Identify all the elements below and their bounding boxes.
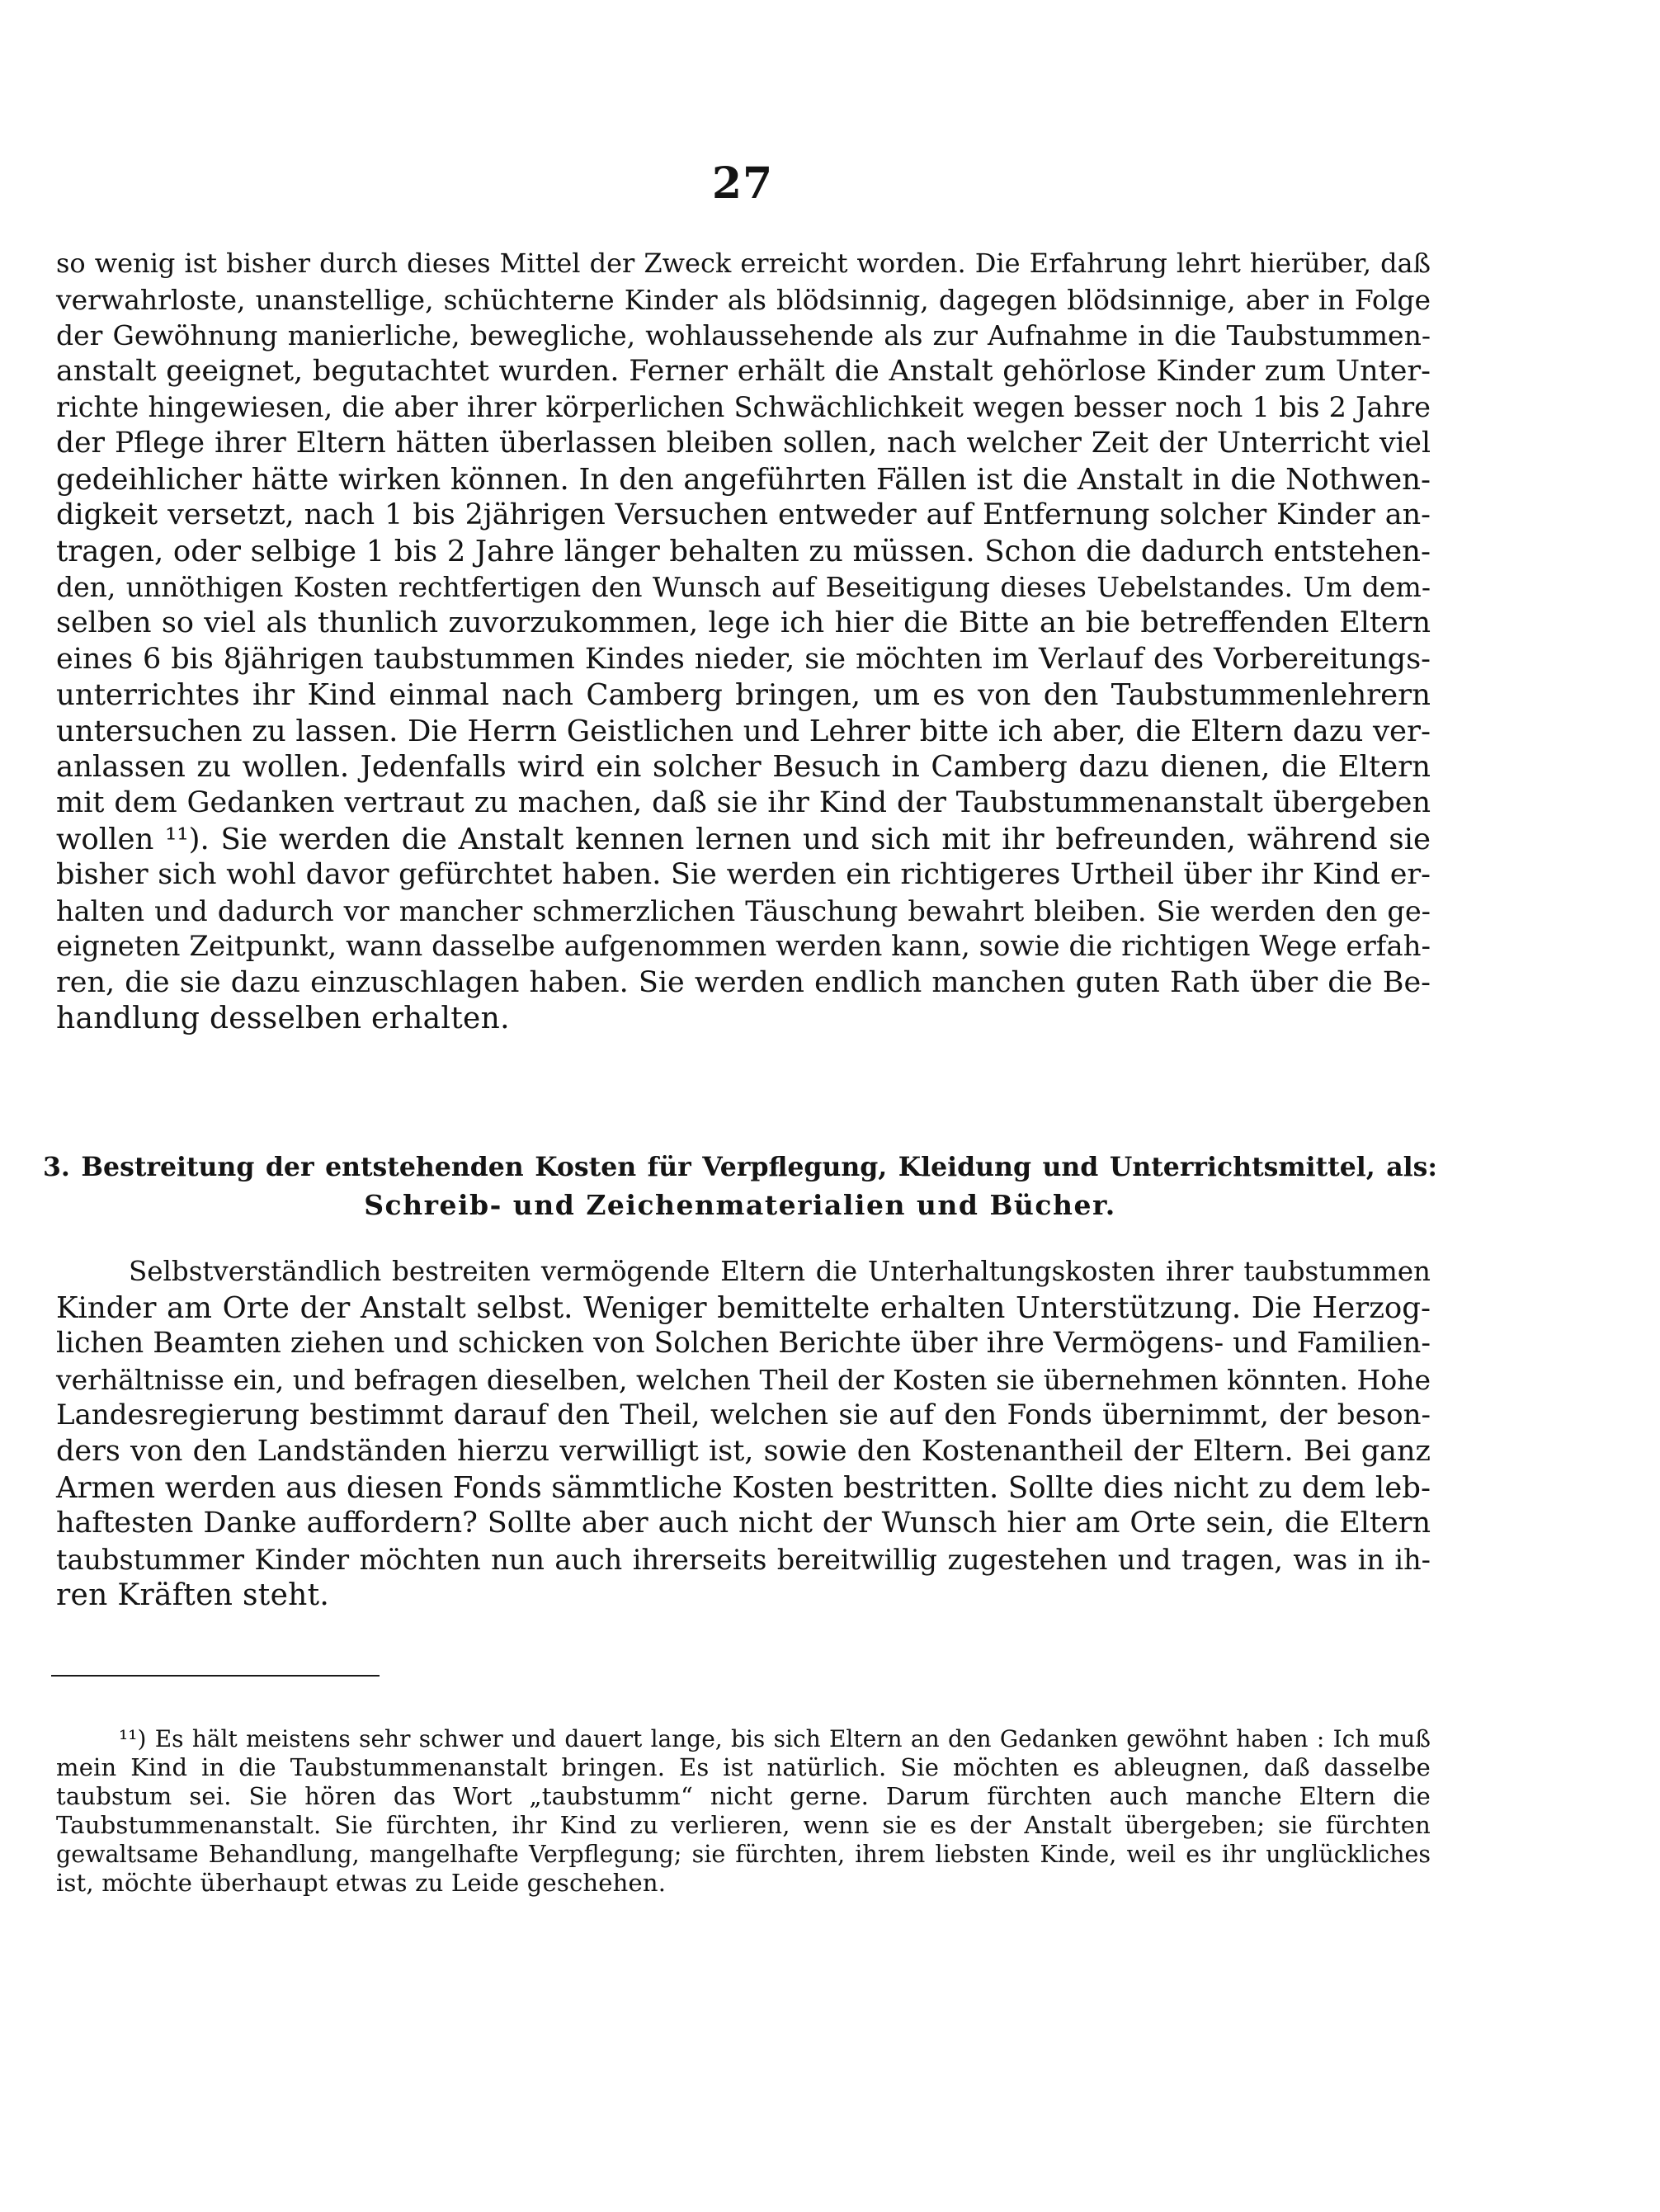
text-line: ren Kräften steht. xyxy=(56,1578,330,1613)
footnote-divider xyxy=(51,1675,380,1677)
footnote-line: taubstum sei. Sie hören das Wort „taubstumm“ nicht gerne. Darum fürchten auch manche Eltern die xyxy=(56,1782,1431,1810)
section-heading xyxy=(43,1148,1437,1224)
text-line: handlung desselben erhalten. xyxy=(56,1002,510,1036)
text-line: eigneten Zeitpunkt, wann dasselbe aufgenommen werden kann, sowie die richtigen Wege erfah- xyxy=(56,930,1431,964)
text-line: untersuchen zu lassen. Die Herrn Geistlichen und Lehrer bitte ich aber, die Eltern dazu ver- xyxy=(56,714,1431,748)
footnote-line: gewaltsame Behandlung, mangelhafte Verpflegung; sie fürchten, ihrem liebsten Kinde, weil es ihr unglückliches xyxy=(56,1841,1431,1868)
footnote-line: ¹¹) Es hält meistens sehr schwer und dauert lange, bis sich Eltern an den Gedanken gewöhnt haben : Ich muß xyxy=(119,1725,1431,1752)
text-line: tragen, oder selbige 1 bis 2 Jahre länger behalten zu müssen. Schon die dadurch entstehen- xyxy=(56,534,1431,568)
page-number: 27 xyxy=(711,158,774,209)
text-line: haftesten Danke auffordern? Sollte aber auch nicht der Wunsch hier am Orte sein, die Eltern xyxy=(56,1507,1431,1540)
text-line: der Pflege ihrer Eltern hätten überlassen bleiben sollen, nach welcher Zeit der Unterricht viel xyxy=(56,426,1431,460)
footnote-11 xyxy=(56,1724,1431,1898)
text-line: verwahrloste, unanstellige, schüchterne Kinder als blödsinnig, dagegen blödsinnige, aber in Folge xyxy=(56,283,1431,316)
text-line: mit dem Gedanken vertraut zu machen, daß sie ihr Kind der Taubstummenanstalt übergeben xyxy=(56,785,1431,819)
section-heading-line-1: 3. Bestreitung der entstehenden Kosten für Verpflegung, Kleidung und Unterrichtsmittel, als: xyxy=(43,1152,1437,1182)
text-line: halten und dadurch vor mancher schmerzlichen Täuschung bewahrt bleiben. Sie werden den ge- xyxy=(56,894,1431,927)
text-line: richte hingewiesen, die aber ihrer körperlichen Schwächlichkeit wegen besser noch 1 bis 2 Jahre xyxy=(56,391,1431,424)
text-line: Kinder am Orte der Anstalt selbst. Weniger bemittelte erhalten Unterstützung. Die Herzog- xyxy=(56,1290,1431,1325)
text-line: wollen ¹¹). Sie werden die Anstalt kennen lernen und sich mit ihr befreunden, während sie xyxy=(56,822,1431,856)
text-line: Selbstverständlich bestreiten vermögende Eltern die Unterhaltungskosten ihrer taubstummen xyxy=(129,1256,1431,1287)
text-line: bisher sich wohl davor gefürchtet haben. Sie werden ein richtigeres Urtheil über ihr Kind er- xyxy=(56,858,1431,892)
footnote-line: mein Kind in die Taubstummenanstalt bringen. Es ist natürlich. Sie möchten es ableugnen, daß dasselbe xyxy=(56,1753,1431,1781)
text-line: anlassen zu wollen. Jedenfalls wird ein solcher Besuch in Camberg dazu dienen, die Eltern xyxy=(56,750,1431,785)
text-line: der Gewöhnung manierliche, bewegliche, wohlaussehende als zur Aufnahme in die Taubstummen- xyxy=(56,319,1431,352)
text-line: Landesregierung bestimmt darauf den Theil, welchen sie auf den Fonds übernimmt, der beson- xyxy=(56,1398,1431,1432)
text-line: ders von den Landständen hierzu verwilligt ist, sowie den Kostenantheil der Eltern. Bei ganz xyxy=(56,1434,1431,1468)
footnote-line: ist, möchte überhaupt etwas zu Leide geschehen. xyxy=(56,1869,667,1897)
text-line: unterrichtes ihr Kind einmal nach Camberg bringen, um es von den Taubstummenlehrern xyxy=(56,678,1431,713)
paragraph-waiting-period xyxy=(56,246,1431,1037)
text-line: so wenig ist bisher durch dieses Mittel der Zweck erreicht worden. Die Erfahrung lehrt hierüber, daß xyxy=(56,248,1431,279)
text-line: den, unnöthigen Kosten rechtfertigen den Wunsch auf Beseitigung dieses Uebelstandes. Um dem- xyxy=(56,571,1431,604)
text-line: eines 6 bis 8jährigen taubstummen Kindes nieder, sie möchten im Verlauf des Vorbereitungs- xyxy=(56,642,1431,676)
text-line: anstalt geeignet, begutachtet wurden. Ferner erhält die Anstalt gehörlose Kinder zum Unter- xyxy=(56,354,1431,388)
text-line: Armen werden aus diesen Fonds sämmtliche Kosten bestritten. Sollte dies nicht zu dem leb- xyxy=(56,1470,1431,1505)
text-line: taubstummer Kinder möchten nun auch ihrerseits bereitwillig zugestehen und tragen, was in ih- xyxy=(56,1543,1431,1576)
text-line: ren, die sie dazu einzuschlagen haben. Sie werden endlich manchen guten Rath über die Be- xyxy=(56,965,1431,999)
text-line: selben so viel als thunlich zuvorzukommen, lege ich hier die Bitte an bie betreffenden Eltern xyxy=(56,606,1431,639)
text-line: gedeihlicher hätte wirken können. In den angeführten Fällen ist die Anstalt in die Nothwen- xyxy=(56,462,1431,497)
text-line: lichen Beamten ziehen und schicken von Solchen Berichte über ihre Vermögens- und Familien- xyxy=(56,1327,1431,1361)
footnote-line: Taubstummenanstalt. Sie fürchten, ihr Kind zu verlieren, wenn sie es der Anstalt übergeben; sie fürchten xyxy=(56,1811,1431,1839)
text-line: verhältnisse ein, und befragen dieselben, welchen Theil der Kosten sie übernehmen könnten. Hohe xyxy=(56,1363,1431,1396)
paragraph-costs xyxy=(56,1254,1431,1614)
text-line: digkeit versetzt, nach 1 bis 2jährigen Versuchen entweder auf Entfernung solcher Kinder an- xyxy=(56,498,1431,532)
section-heading-line-2: Schreib- und Zeichenmaterialien und Bücher. xyxy=(364,1189,1116,1221)
